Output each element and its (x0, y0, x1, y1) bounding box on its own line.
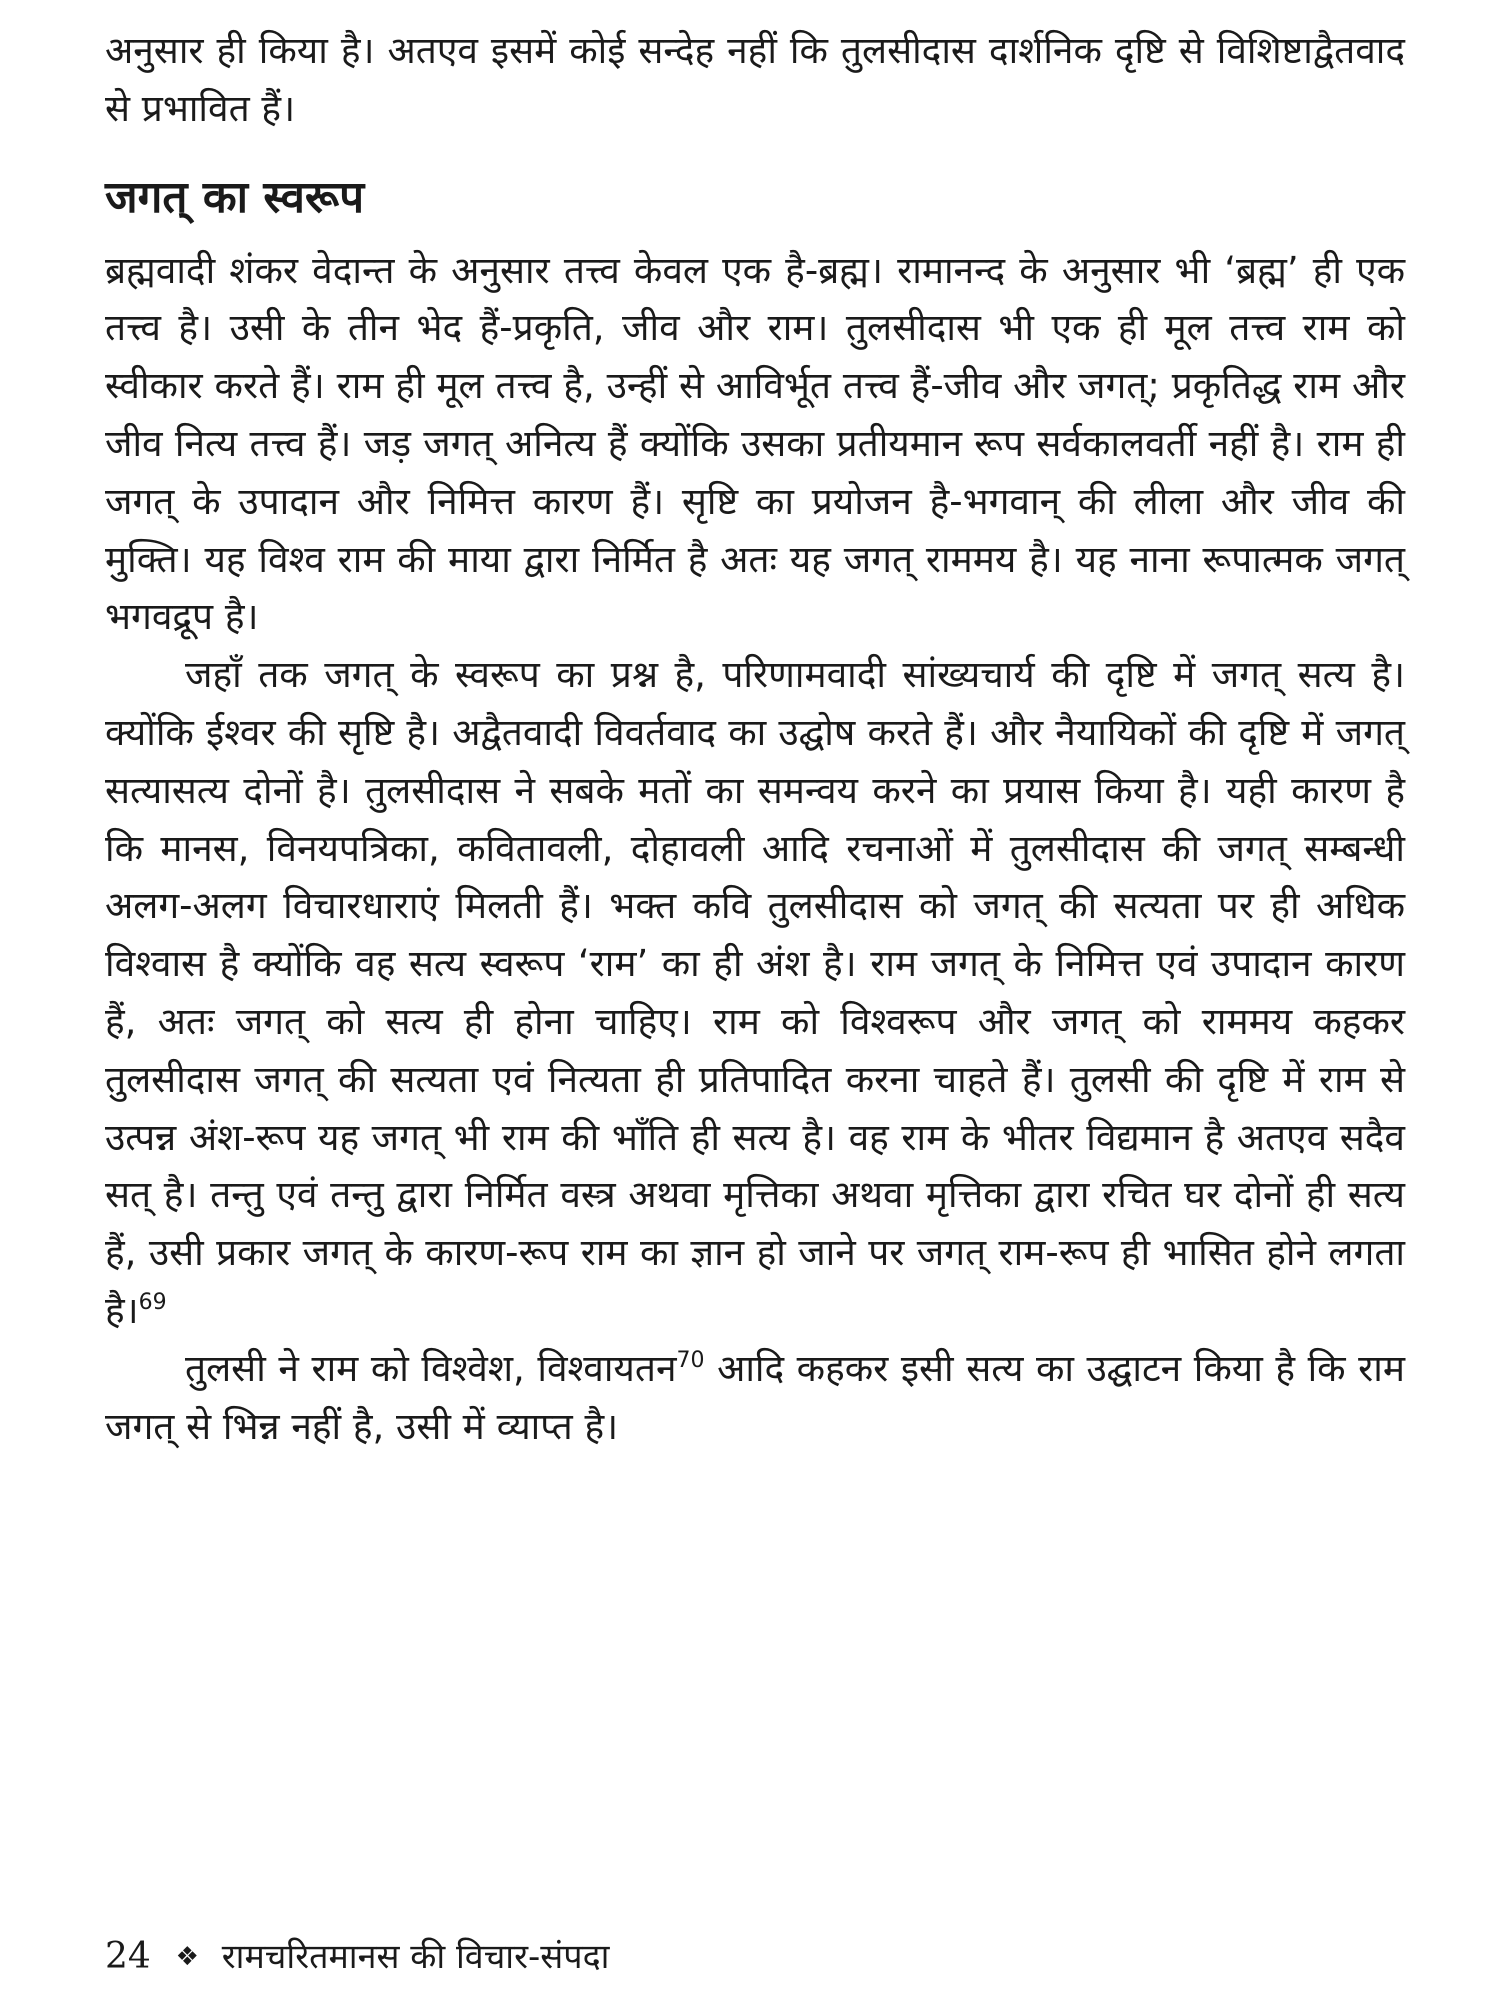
paragraph-3 (105, 1340, 1405, 1456)
book-title: रामचरितमानस की विचार-संपदा (221, 1937, 610, 1977)
footnote-ref-69: 69 (138, 1289, 167, 1315)
paragraph-2 (105, 646, 1405, 1340)
ornament-icon: ❖ (175, 1942, 199, 1972)
section-heading: जगत् का स्वरूप (105, 171, 365, 223)
paragraph-2-text: जहाँ तक जगत् के स्वरूप का प्रश्न है, परिणामवादी सांख्यचार्य की दृष्टि में जगत् सत्य है। क्योंकि ईश्वर की सृष्टि है। अद्वैतवादी विवर्तवाद का उद्घोष करते हैं। और नैयायिकों की दृष्टि में जगत् सत्यासत्य दोनों है। तुलसीदास ने सबके मतों का समन्वय करने का प्रयास किया है। यही कारण है कि मानस, विनयपत्रिका, कवितावली, दोहावली आदि रचनाओं में तुलसीदास की जगत् सम्बन्धी अलग-अलग विचारधाराएं मिलती हैं। भक्त कवि तुलसीदास को जगत् की सत्यता पर ही अधिक विश्वास है क्योंकि वह सत्य स्वरूप ‘राम’ का ही अंश है। राम जगत् के निमित्त एवं उपादान कारण हैं, अतः जगत् को सत्य ही होना चाहिए। राम को विश्वरूप और जगत् को राममय कहकर तुलसीदास जगत् की सत्यता एवं नित्यता ही प्रतिपादित करना चाहते हैं। तुलसी की दृष्टि में राम से उत्पन्न अंश-रूप यह जगत् भी राम की भाँति ही सत्य है। वह राम के भीतर विद्यमान है अतएव सदैव सत् है। तन्तु एवं तन्तु द्वारा निर्मित वस्त्र अथवा मृत्तिका अथवा मृत्तिका द्वारा रचित घर दोनों ही सत्य हैं, उसी प्रकार जगत् के कारण-रूप राम का ज्ञान हो जाने पर जगत् राम-रूप ही भासित होने लगता है। (105, 653, 1405, 1332)
paragraph-3-text-a: तुलसी ने राम को विश्वेश, विश्वायतन (185, 1346, 677, 1390)
footnote-ref-70: 70 (676, 1347, 705, 1373)
page-footer (105, 1935, 609, 1979)
page-number: 24 (105, 1936, 151, 1977)
intro-paragraph: अनुसार ही किया है। अतएव इसमें कोई सन्देह नहीं कि तुलसीदास दार्शनिक दृष्टि से विशिष्टाद्वैतवाद से प्रभावित हैं। (105, 29, 1405, 130)
paragraph-1: ब्रह्मवादी शंकर वेदान्त के अनुसार तत्त्व केवल एक है-ब्रह्म। रामानन्द के अनुसार भी ‘ब्रह्म’ ही एक तत्त्व है। उसी के तीन भेद हैं-प्रकृति, जीव और राम। तुलसीदास भी एक ही मूल तत्त्व राम को स्वीकार करते हैं। राम ही मूल तत्त्व है, उन्हीं से आविर्भूत तत्त्व हैं-जीव और जगत्; प्रकृतिद्ध राम और जीव नित्य तत्त्व हैं। जड़ जगत् अनित्य हैं क्योंकि उसका प्रतीयमान रूप सर्वकालवर्ती नहीं है। राम ही जगत् के उपादान और निमित्त कारण हैं। सृष्टि का प्रयोजन है-भगवान् की लीला और जीव की मुक्ति। यह विश्व राम की माया द्वारा निर्मित है अतः यह जगत् राममय है। यह नाना रूपात्मक जगत् भगवद्रूप है। (105, 248, 1405, 639)
page-body (105, 22, 1405, 1972)
paragraph-3-text-b: आदि कहकर इसी सत्य का उद्घाटन किया है कि राम जगत् से भिन्न नहीं है, उसी में व्याप्त है। (105, 1346, 1405, 1448)
